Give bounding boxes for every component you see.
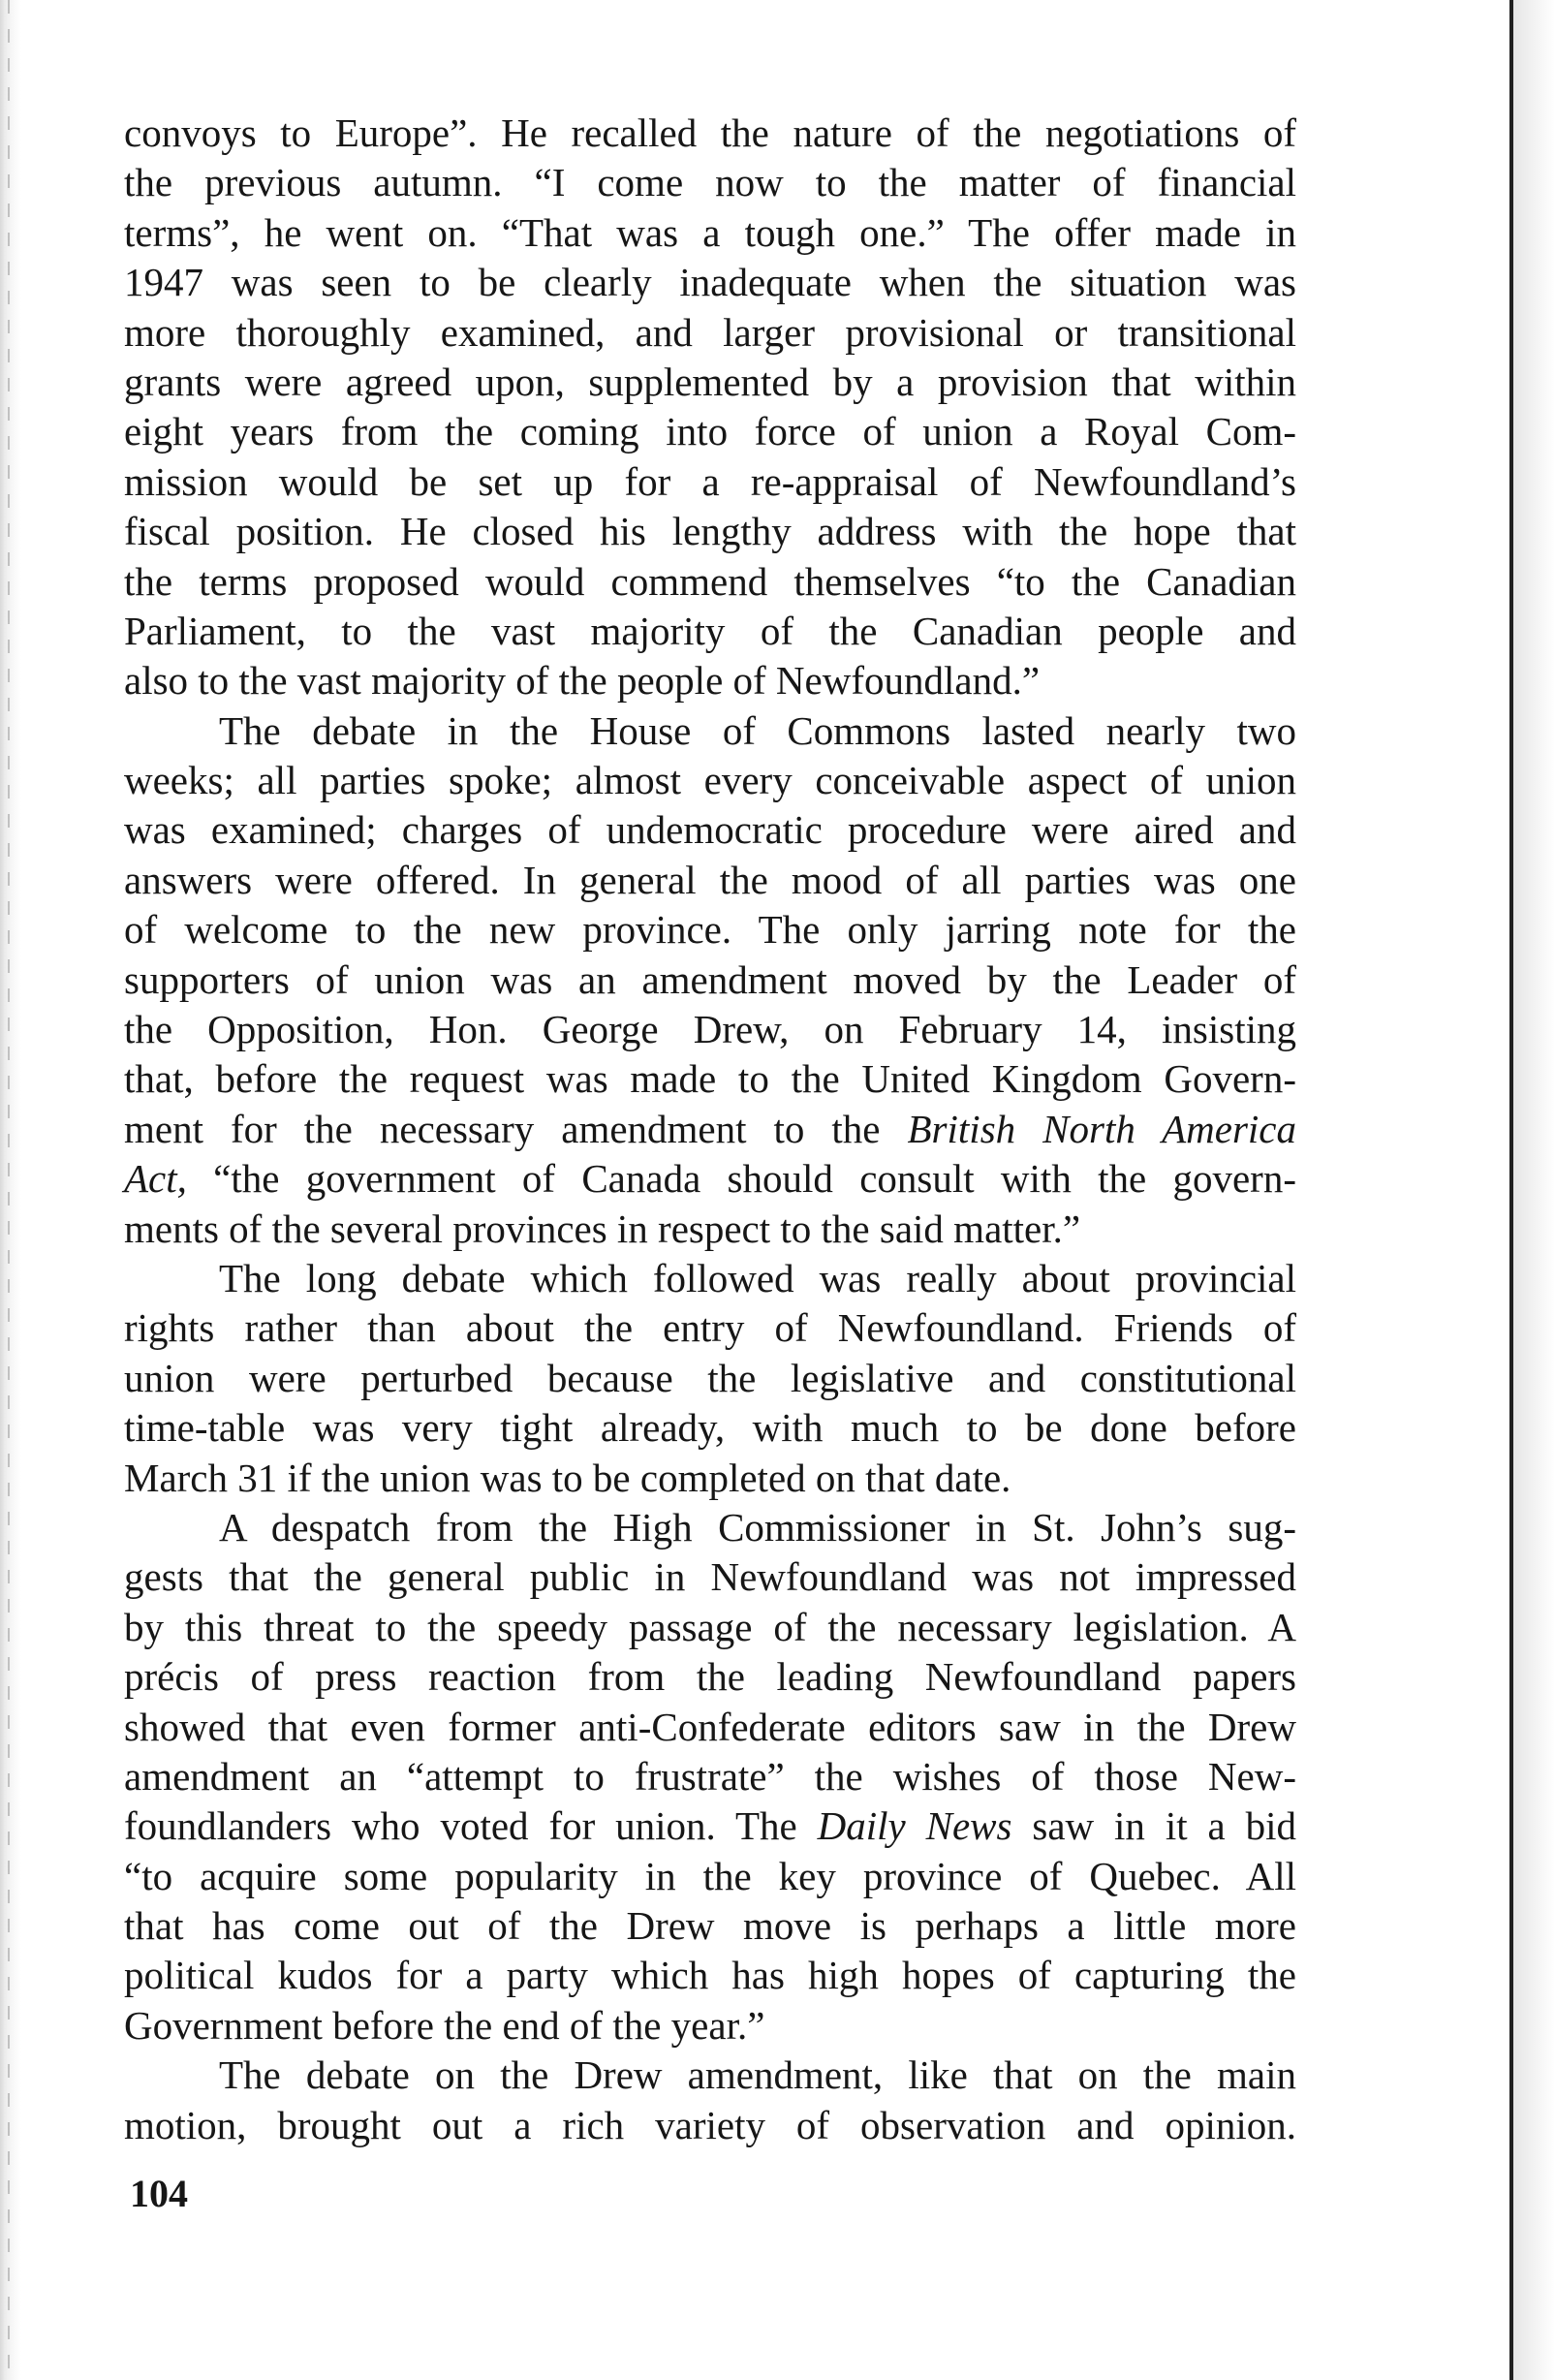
scan-edge-left [0, 0, 21, 2380]
text-line: eight years from the coming into force of union a Royal Com- [124, 409, 1296, 454]
text-line: foundlanders who voted for union. The Daily News saw in it a bid [124, 1803, 1297, 1849]
text-line: political kudos for a party which has high hopes of capturing the [124, 1953, 1296, 1998]
text-line: by this threat to the speedy passage of the necessary legislation. A [124, 1604, 1296, 1649]
page-edge-right [1509, 0, 1513, 2380]
text-line: terms”, he went on. “That was a tough one.” The offer made in [124, 209, 1296, 255]
text-line: fiscal position. He closed his lengthy address with the hope that [124, 509, 1296, 554]
text-line: ments of the several provinces in respect to the said matter.” [124, 1206, 1081, 1251]
text-line: also to the vast majority of the people of Newfoundland.” [124, 658, 1041, 704]
text-line: of welcome to the new province. The only jarring note for the [124, 907, 1296, 953]
text-line: that, before the request was made to the United Kingdom Govern- [124, 1056, 1296, 1102]
scan-binding-shadow [8, 0, 10, 2380]
text-line: answers were offered. In general the mood of all parties was one [124, 857, 1296, 902]
text-line: supporters of union was an amendment moved by the Leader of [124, 956, 1296, 1002]
text-line: convoys to Europe”. He recalled the nature of the negotiations of [124, 110, 1296, 155]
text-line: the Opposition, Hon. George Drew, on February 14, insisting [124, 1007, 1296, 1052]
text-line: amendment an “attempt to frustrate” the wishes of those New- [124, 1753, 1296, 1799]
text-line: rights rather than about the entry of Newfoundland. Friends of [124, 1305, 1296, 1351]
page-number: 104 [130, 2172, 188, 2215]
text-line: the previous autumn. “I come now to the matter of financial [124, 160, 1296, 205]
text-line: more thoroughly examined, and larger provisional or transitional [124, 309, 1296, 355]
text-line: motion, brought out a rich variety of observation and opinion. [124, 2102, 1296, 2147]
text-line: “to acquire some popularity in the key province of Quebec. All [124, 1853, 1296, 1898]
text-line: grants were agreed upon, supplemented by a provision that within [124, 359, 1296, 404]
text-line: time-table was very tight already, with much to be done before [124, 1405, 1296, 1451]
page-edge-shadow [1513, 0, 1555, 2380]
text-line: showed that even former anti-Confederate editors saw in the Drew [124, 1704, 1296, 1749]
text-line: union were perturbed because the legislative and constitutional [124, 1355, 1296, 1400]
text-line: was examined; charges of undemocratic procedure were aired and [124, 807, 1296, 853]
text-line: The long debate which followed was really about provincial [219, 1255, 1296, 1300]
text-line: 1947 was seen to be clearly inadequate when the situation was [124, 260, 1296, 305]
text-line: Government before the end of the year.” [124, 2002, 765, 2048]
text-line: ment for the necessary amendment to the British North America [124, 1106, 1296, 1151]
text-line: mission would be set up for a re-appraisal of Newfoundland’s [124, 458, 1296, 504]
text-line: The debate in the House of Commons lasted nearly two [219, 707, 1296, 753]
text-line: The debate on the Drew amendment, like that on the main [219, 2052, 1296, 2098]
text-line: weeks; all parties spoke; almost every conceivable aspect of union [124, 758, 1296, 803]
text-line: that has come out of the Drew move is perhaps a little more [124, 1903, 1296, 1949]
text-line: Act, “the government of Canada should consult with the govern- [124, 1156, 1296, 1202]
text-line: gests that the general public in Newfoundland was not impressed [124, 1554, 1296, 1600]
text-line: March 31 if the union was to be completed on that date. [124, 1455, 1011, 1500]
body-text [124, 109, 1296, 2150]
text-line: A despatch from the High Commissioner in St. John’s sug- [219, 1504, 1296, 1550]
text-line: the terms proposed would commend themselves “to the Canadian [124, 558, 1296, 604]
text-line: Parliament, to the vast majority of the Canadian people and [124, 608, 1296, 653]
text-line: précis of press reaction from the leading Newfoundland papers [124, 1654, 1296, 1700]
